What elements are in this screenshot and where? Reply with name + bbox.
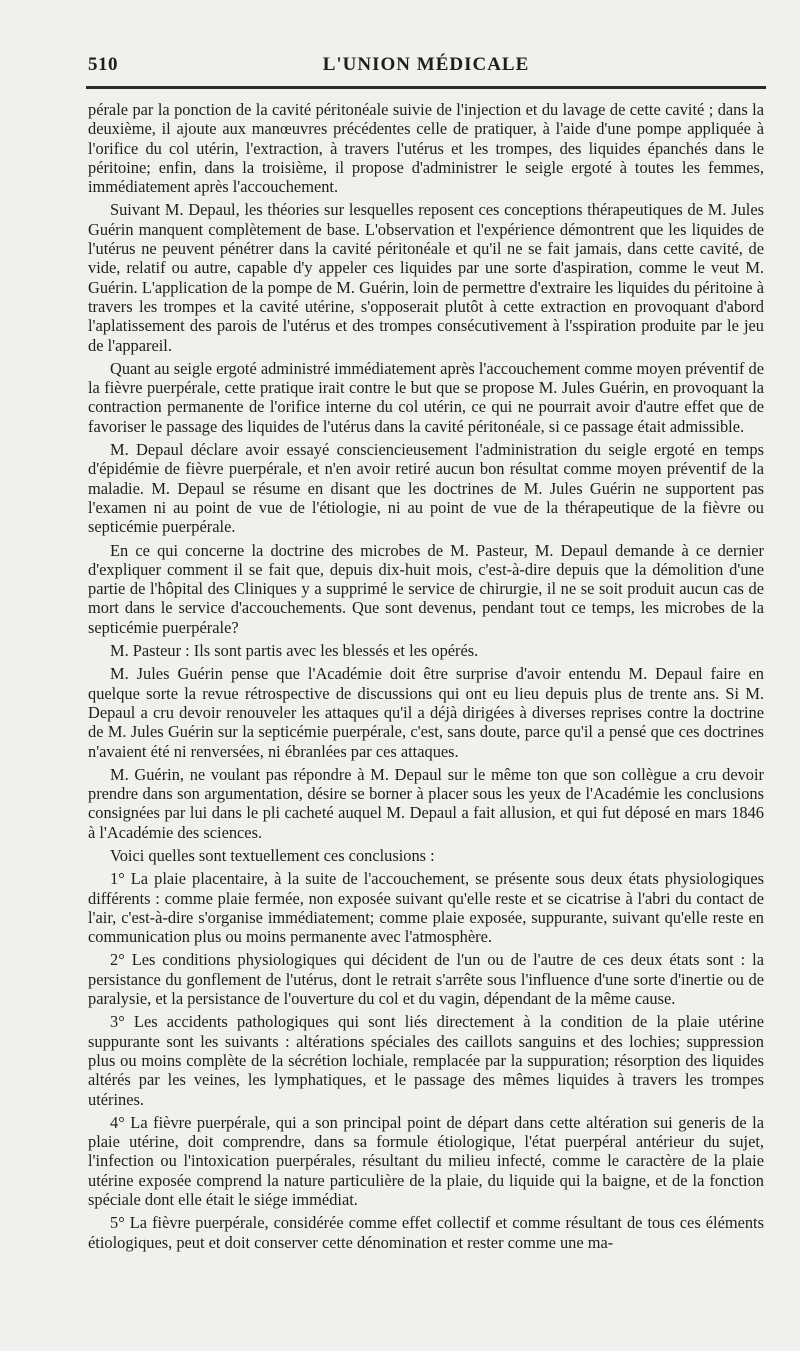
paragraph: M. Jules Guérin pense que l'Académie doit être surprise d'avoir entendu M. Depaul faire en quelque sorte la revue rétrospective de discussions qui ont eu lieu depuis plus de trente ans. Si M. Depaul a cru devoir renouveler les attaques qu'il a déjà dirigées à diverses reprises contre la doctrine de M. Jules Guérin sur la septicémie puerpérale, c'est, sans doute, parce qu'il a pensé que ces doctrines n'avaient été ni renversées, ni ébranlées par ces attaques.: [88, 664, 764, 761]
paragraph: 5° La fièvre puerpérale, considérée comme effet collectif et comme résultant de tous ces éléments étiologiques, peut et doit conserver cette dénomination et rester comme une ma-: [88, 1213, 764, 1252]
paragraph: 4° La fièvre puerpérale, qui a son principal point de départ dans cette altération sui generis de la plaie utérine, doit comprendre, dans sa formule étiologique, l'état puerpéral antérieur du sujet, l'infection ou l'intoxication puerpérales, résultant du milieu infecté, comme le caractère de la plaie utérine exposée comprend la nature particulière de la plaie, du liquide qui la baigne, et de la fonction spéciale dont elle était le siége immédiat.: [88, 1112, 764, 1210]
paragraph: M. Depaul déclare avoir essayé consciencieusement l'administration du seigle ergoté en temps d'épidémie de fièvre puerpérale, et n'en avoir retiré aucun bon résultat comme moyen préventif de la maladie. M. Depaul se résume en disant que les doctrines de M. Jules Guérin ne supportent pas l'examen ni au point de vue de l'étiologie, ni au point de vue de la thérapeutique de la fièvre ou septicémie puerpérale.: [88, 440, 764, 537]
header-rule: [86, 86, 766, 89]
running-title: L'UNION MÉDICALE: [322, 54, 530, 75]
paragraph: Suivant M. Depaul, les théories sur lesquelles reposent ces conceptions thérapeutiques de M. Jules Guérin manquent complètement de base. L'observation et l'expérience démontrent que les liquides de l'utérus ne peuvent pénétrer dans la cavité péritonéale et qu'il ne se fait jamais, dans cette cavité, de vide, relatif ou autre, capable d'y appeler ces liquides par une sorte d'aspiration, comme le veut M. Guérin. L'application de la pompe de M. Guérin, loin de permettre d'extraire les liquides du péritoine à travers les trompes et la cavité utérine, s'opposerait plutôt à cette extraction en provoquant d'abord l'aplatissement des parois de l'utérus et des trompes consécutivement à l'sspiration produite par le jeu de l'appareil.: [88, 200, 764, 355]
article-body: [88, 100, 764, 1256]
paragraph: 2° Les conditions physiologiques qui décident de l'un ou de l'autre de ces deux états sont : la persistance du gonflement de l'utérus, dont le retrait s'arrête sous l'influence d'une sorte d'inertie ou de paralysie, et la persistance de l'ouverture du col et du vagin, dépendant de la même cause.: [88, 950, 764, 1009]
paragraph: 1° La plaie placentaire, à la suite de l'accouchement, se présente sous deux états physiologiques différents : comme plaie fermée, non exposée suivant qu'elle reste et se cicatrise à l'abri du contact de l'air, c'est-à-dire s'organise immédiatement; comme plaie exposée, suppurante, suivant qu'elle reste en communication plus ou moins permanente avec l'atmosphère.: [88, 869, 764, 947]
page-header: [88, 54, 764, 84]
paragraph: M. Pasteur : Ils sont partis avec les blessés et les opérés.: [110, 641, 479, 661]
paragraph: Voici quelles sont textuellement ces conclusions :: [110, 845, 435, 865]
paragraph: Quant au seigle ergoté administré immédiatement après l'accouchement comme moyen préventif de la fièvre puerpérale, cette pratique irait contre le but que se propose M. Jules Guérin, en provoquant la contraction permanente de l'orifice interne du col utérin, ce qui ne pourrait avoir d'autre effet que de favoriser le passage des liquides de l'utérus dans la cavité péritonéale, si ce passage était admissible.: [88, 358, 764, 436]
page-number: 510: [88, 54, 118, 75]
paragraph: M. Guérin, ne voulant pas répondre à M. Depaul sur le même ton que son collègue a cru devoir prendre dans son argumentation, désire se borner à placer sous les yeux de l'Académie les conclusions consignées par lui dans le pli cacheté auquel M. Depaul a fait allusion, et qui fut déposé en mars 1846 à l'Académie des sciences.: [88, 764, 764, 842]
paragraph: 3° Les accidents pathologiques qui sont liés directement à la condition de la plaie utérine suppurante sont les suivants : altérations spéciales des caillots sanguins et des lochies; suppression plus ou moins complète de la sécrétion lochiale, remplacée par la suppuration; résorption des liquides altérés par les veines, les lymphatiques, et le passage des mêmes liquides à travers les trompes utérines.: [88, 1012, 764, 1109]
paragraph: En ce qui concerne la doctrine des microbes de M. Pasteur, M. Depaul demande à ce dernier d'expliquer comment il se fait que, depuis dix-huit mois, c'est-à-dire depuis que la démolition d'une partie de l'hôpital des Cliniques y a supprimé le service de chirurgie, il ne se soit produit aucun cas de mort dans le service d'accouchements. Que sont devenus, pendant tout ce temps, les microbes de la septicémie puerpérale?: [88, 540, 764, 637]
paragraph: pérale par la ponction de la cavité péritonéale suivie de l'injection et du lavage de cette cavité ; dans la deuxième, il ajoute aux manœuvres précédentes celle de pratiquer, à l'aide d'une pompe appliquée à l'orifice du col utérin, l'extraction, à travers l'utérus et les trompes, des liquides épanchés dans le péritoine; enfin, dans la troisième, il propose d'administrer le seigle ergoté à toutes les femmes, immédiatement après l'accouchement.: [88, 100, 764, 197]
